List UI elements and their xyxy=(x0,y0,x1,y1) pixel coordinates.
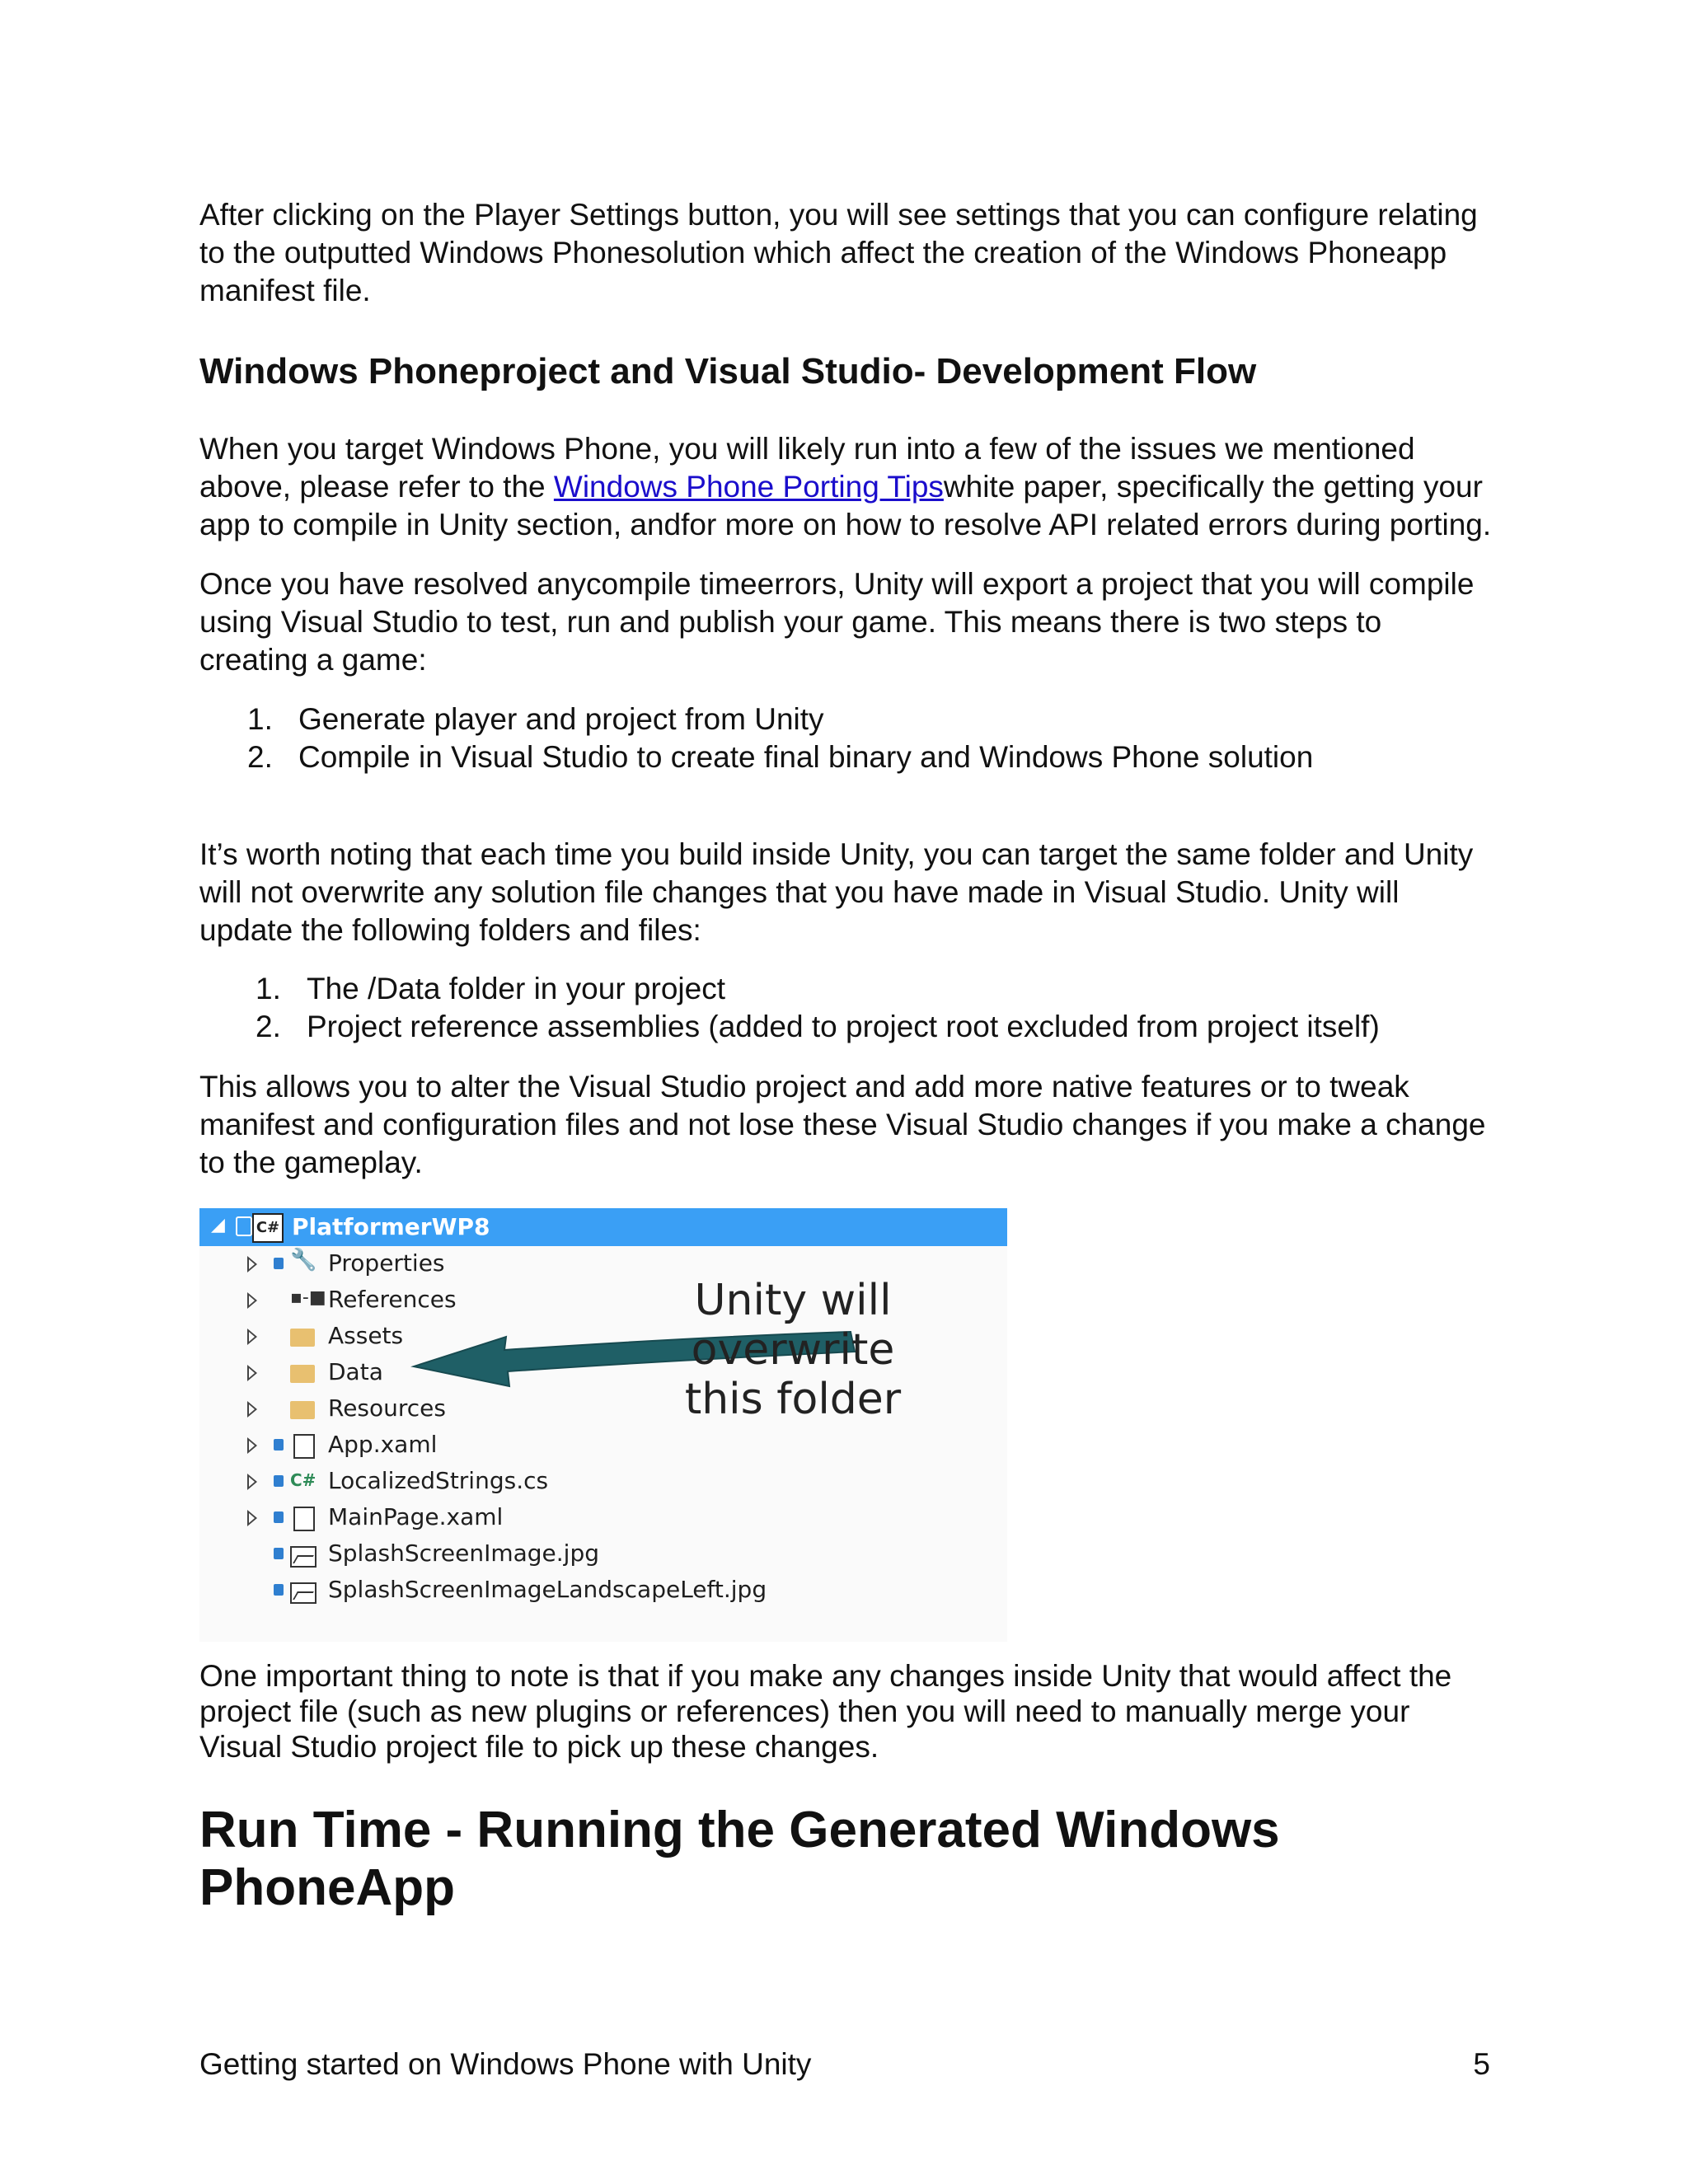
tree-item-splashscreen[interactable] xyxy=(199,1536,1007,1572)
expand-arrow-icon[interactable] xyxy=(247,1437,257,1454)
expand-arrow-icon[interactable] xyxy=(247,1401,257,1418)
tree-item-app-xaml[interactable] xyxy=(199,1427,1007,1464)
folder-icon xyxy=(290,1365,315,1383)
allows-paragraph: This allows you to alter the Visual Studio project and add more native features or to tweak manifest and configuration files and not lose these Visual Studio changes if you make a change to the gameplay. xyxy=(199,1070,1486,1179)
xaml-file-icon xyxy=(293,1434,315,1459)
page-footer xyxy=(199,2047,1493,2082)
lock-icon xyxy=(274,1511,284,1523)
tree-item-label: Data xyxy=(328,1358,383,1385)
folder-icon xyxy=(290,1329,315,1347)
wrench-icon: 🔧 xyxy=(290,1248,317,1272)
expand-arrow-icon[interactable] xyxy=(247,1256,257,1272)
csharp-project-icon: C# xyxy=(252,1213,284,1243)
porting-tips-link[interactable]: Windows Phone Porting Tips xyxy=(553,470,944,504)
list-item xyxy=(199,738,1313,776)
tree-item-label: Assets xyxy=(328,1322,404,1349)
collapse-icon[interactable]: ◢ xyxy=(211,1215,225,1235)
tree-item-label: Properties xyxy=(328,1249,445,1277)
expand-arrow-icon[interactable] xyxy=(247,1474,257,1490)
callout-text: Unity will overwrite this folder xyxy=(684,1276,902,1424)
footer-title: Getting started on Windows Phone with Unity xyxy=(199,2047,812,2081)
target-paragraph xyxy=(199,430,1493,544)
tree-item-label: References xyxy=(328,1286,457,1313)
lock-icon xyxy=(274,1548,284,1559)
image-file-icon xyxy=(290,1582,316,1604)
list-text: Compile in Visual Studio to create final binary and Windows Phone solution xyxy=(298,740,1314,774)
list-item xyxy=(199,1008,1380,1046)
section-heading: Windows Phoneproject and Visual Studio- Development Flow xyxy=(199,351,1257,391)
page-number: 5 xyxy=(1473,2047,1490,2081)
tree-item-label: SplashScreenImage.jpg xyxy=(328,1540,599,1567)
list-number: 1. xyxy=(247,702,273,736)
list-text: The /Data folder in your project xyxy=(307,972,725,1005)
tree-item-label: App.xaml xyxy=(328,1431,438,1458)
project-name: PlatformerWP8 xyxy=(292,1213,490,1240)
list-text: Project reference assemblies (added to project root excluded from project itself) xyxy=(307,1010,1380,1043)
tree-item-localizedstrings[interactable] xyxy=(199,1464,1007,1500)
tree-item-label: MainPage.xaml xyxy=(328,1503,504,1530)
tree-item-mainpage-xaml[interactable] xyxy=(199,1500,1007,1536)
tree-item-label: Resources xyxy=(328,1394,446,1422)
lock-icon xyxy=(236,1216,252,1236)
lock-icon xyxy=(274,1475,284,1487)
list-number: 2. xyxy=(247,740,273,774)
tree-item-label: LocalizedStrings.cs xyxy=(328,1467,549,1494)
run-time-heading: Run Time - Running the Generated Windows PhoneApp xyxy=(199,1802,1280,1916)
list-text: Generate player and project from Unity xyxy=(298,702,824,736)
list-number: 2. xyxy=(256,1010,281,1043)
tree-item-label: SplashScreenImageLandscapeLeft.jpg xyxy=(328,1576,767,1603)
steps-list xyxy=(199,701,1313,776)
tree-item-splashscreen-landscape[interactable] xyxy=(199,1572,1007,1609)
csharp-file-icon: C# xyxy=(290,1470,316,1490)
lock-icon xyxy=(274,1439,284,1451)
folder-icon xyxy=(290,1401,315,1419)
xaml-file-icon xyxy=(293,1507,315,1531)
list-item xyxy=(199,970,1380,1008)
target-text-after-link: white paper, specifically the getting your app to compile in Unity section, andfor more on how to resolve API related errors during porting. xyxy=(199,470,1492,541)
updated-items-list xyxy=(199,970,1380,1046)
project-row[interactable] xyxy=(199,1208,1007,1246)
expand-arrow-icon[interactable] xyxy=(247,1365,257,1381)
lock-icon xyxy=(274,1584,284,1596)
solution-explorer-screenshot xyxy=(199,1208,1007,1642)
list-item xyxy=(199,701,1313,738)
expand-arrow-icon[interactable] xyxy=(247,1329,257,1345)
worth-noting-paragraph: It’s worth noting that each time you build inside Unity, you can target the same folder and Unity will not overwrite any solution file changes that you have made in Visual Studio. Unity will update the following folders and files: xyxy=(199,837,1474,947)
target-text-before-link: When you target Windows Phone, you will likely run into a few of the issues we mentioned above, please refer to the xyxy=(199,432,1415,504)
important-paragraph: One important thing to note is that if you make any changes inside Unity that would affect the project file (such as new plugins or references) then you will need to manually merge your Visual Studio project file to pick up these changes. xyxy=(199,1659,1452,1764)
expand-arrow-icon[interactable] xyxy=(247,1292,257,1309)
lock-icon xyxy=(274,1258,284,1269)
references-icon: ▪‑■ xyxy=(290,1287,326,1308)
expand-arrow-icon[interactable] xyxy=(247,1510,257,1526)
image-file-icon xyxy=(290,1546,316,1568)
resolved-paragraph: Once you have resolved anycompile timeerrors, Unity will export a project that you will compile using Visual Studio to test, run and publish your game. This means there is two steps to creating a game: xyxy=(199,567,1475,677)
intro-paragraph: After clicking on the Player Settings button, you will see settings that you can configure relating to the outputted Windows Phonesolution which affect the creation of the Windows Phoneapp manifest file. xyxy=(199,198,1478,307)
list-number: 1. xyxy=(256,972,281,1005)
